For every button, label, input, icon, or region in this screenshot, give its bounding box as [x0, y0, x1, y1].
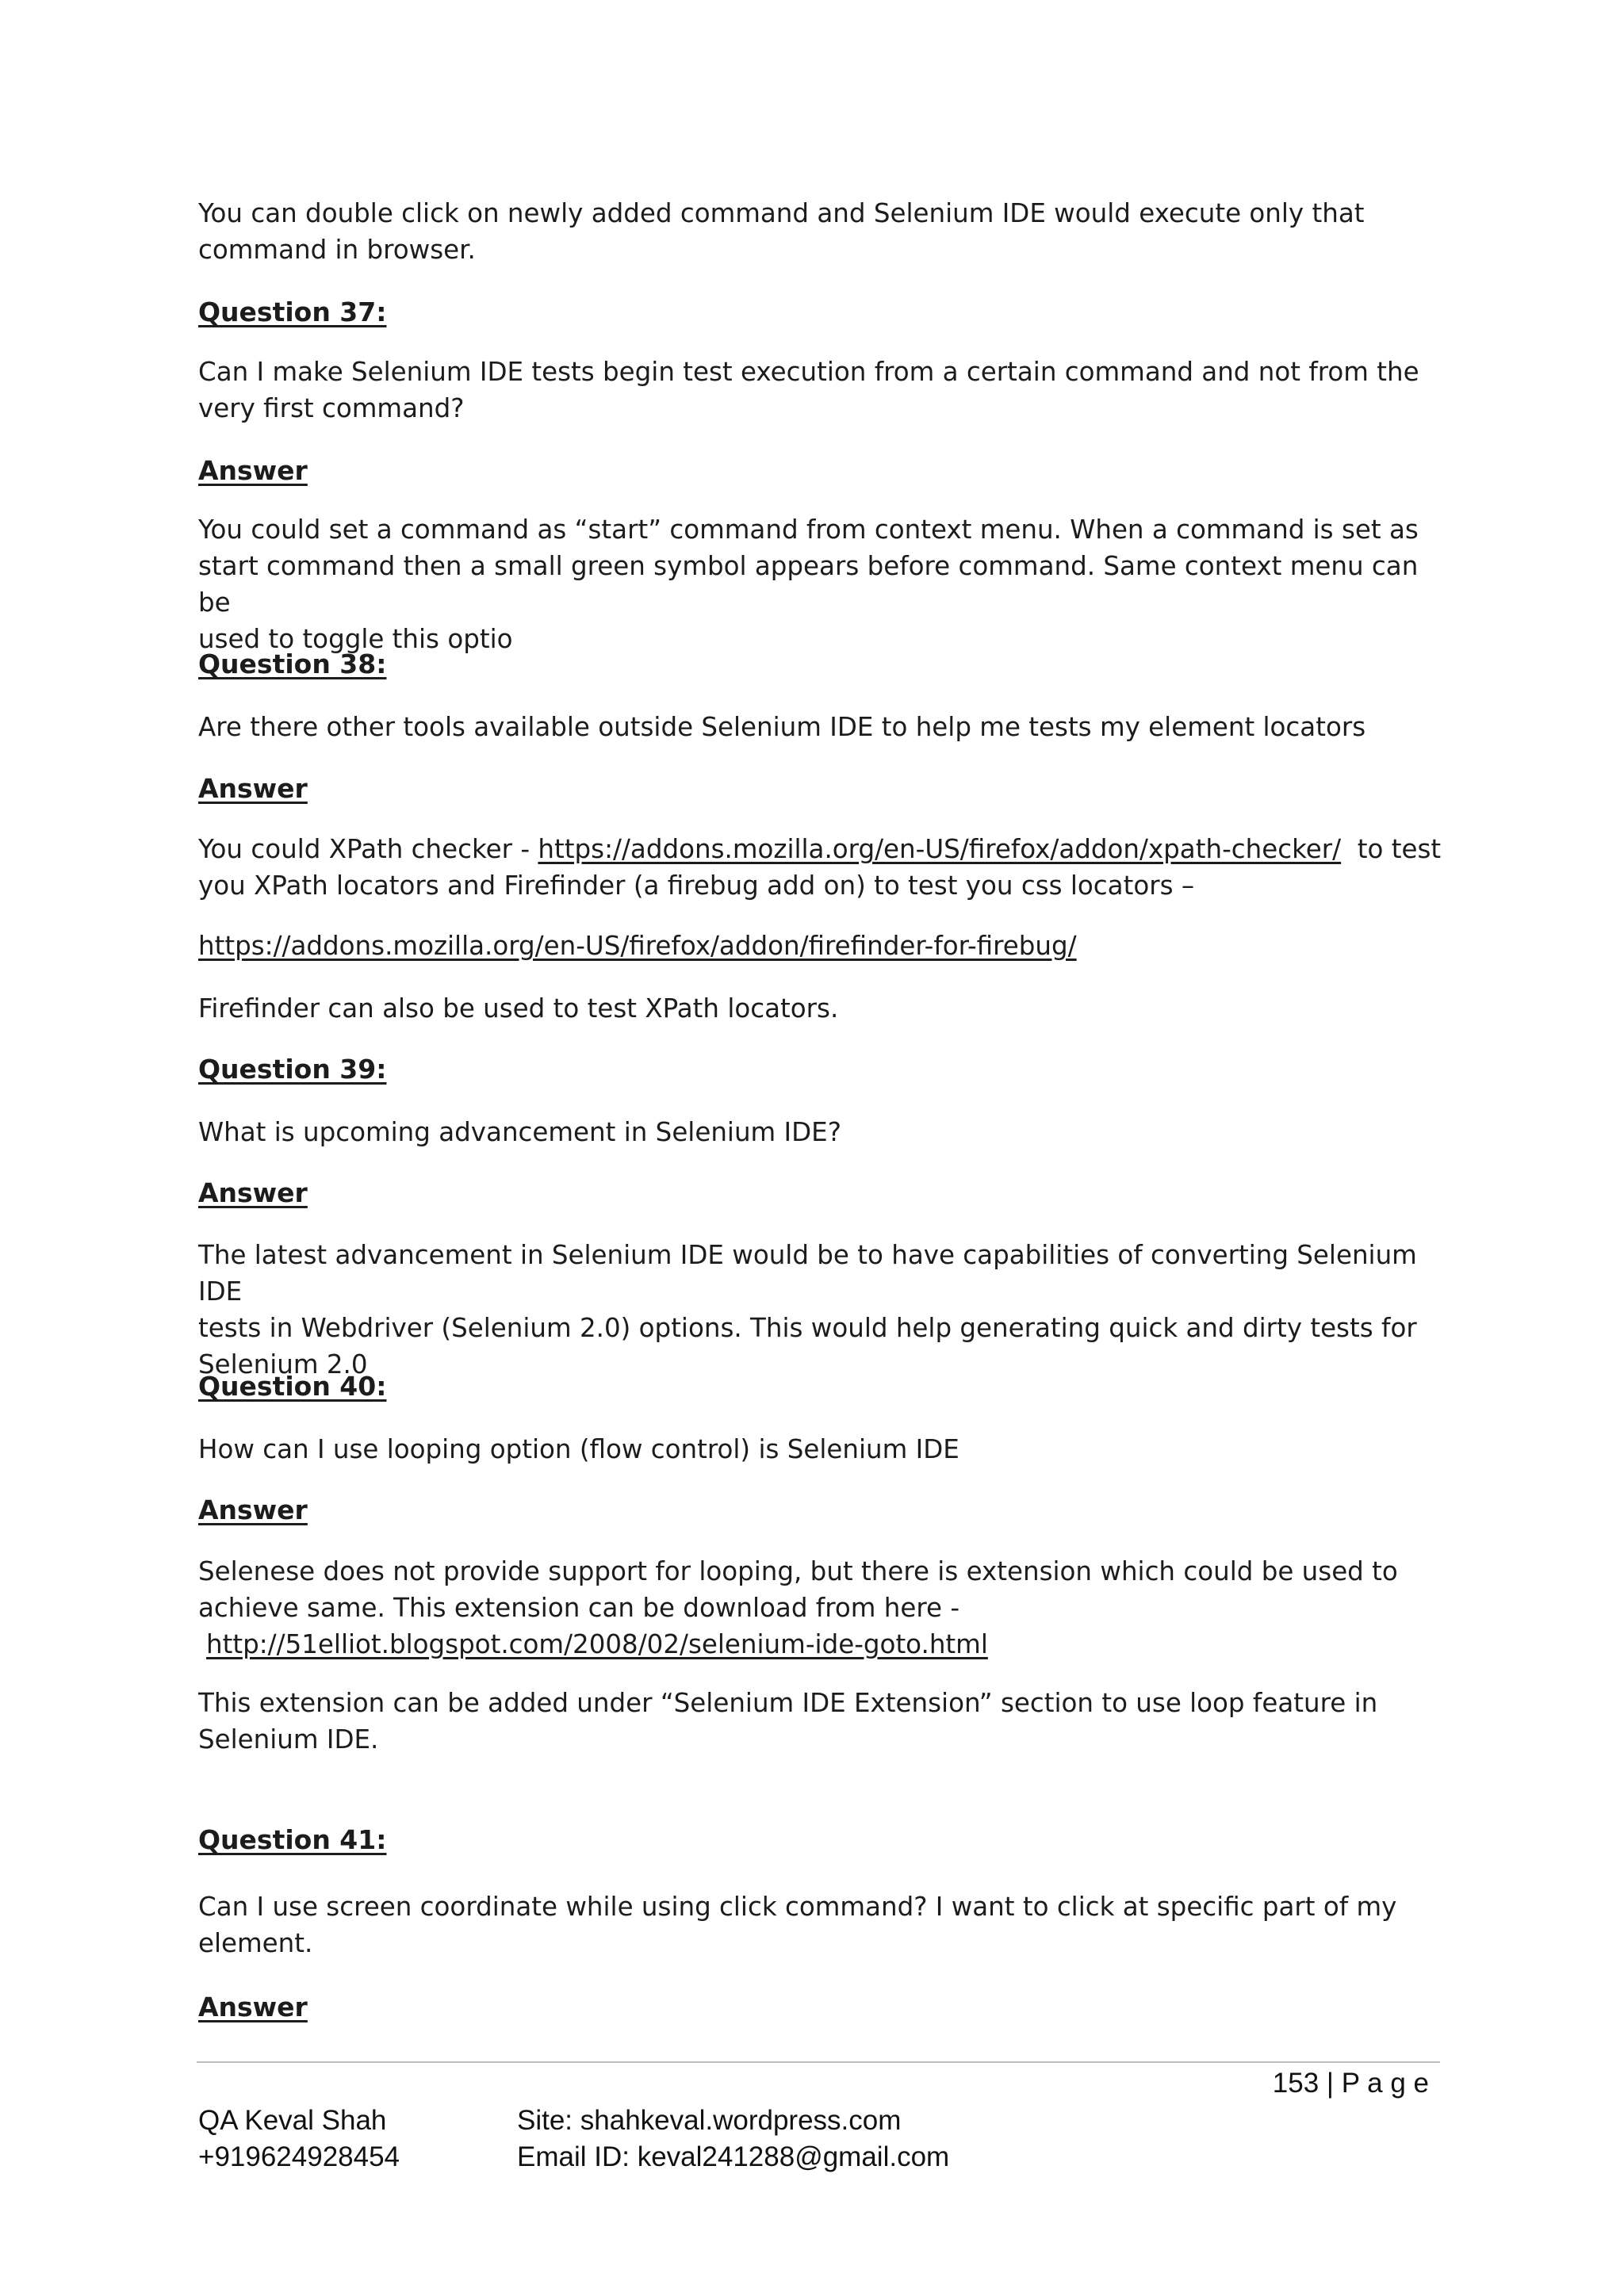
- selenium-ide-goto-link[interactable]: http://51elliot.blogspot.com/2008/02/selenium-ide-goto.html: [206, 1629, 988, 1659]
- xpath-checker-link[interactable]: https://addons.mozilla.org/en-US/firefox/addon/xpath-checker/: [538, 834, 1342, 864]
- question-40-answer-line-3: This extension can be added under “Selenium IDE Extension” section to use loop feature in: [198, 1688, 1378, 1718]
- question-41-text: [198, 1888, 1451, 1961]
- question-40-answer-line-2: achieve same. This extension can be download from here -: [198, 1593, 960, 1623]
- question-41-answer-heading: Answer: [198, 1992, 308, 2022]
- footer-author: QA Keval Shah: [198, 2105, 387, 2136]
- question-41-heading: Question 41:: [198, 1824, 387, 1855]
- footer-phone: +919624928454: [198, 2141, 400, 2172]
- question-40-answer-heading: Answer: [198, 1494, 308, 1525]
- question-37-answer-line-2: start command then a small green symbol appears before command. Same context menu can be: [198, 551, 1419, 618]
- question-37-answer: [198, 511, 1451, 657]
- question-39-answer-heading: Answer: [198, 1177, 308, 1208]
- question-37-answer-line-3: used to toggle this optio: [198, 624, 513, 654]
- question-40-answer-extra: [198, 1685, 1451, 1758]
- question-38-answer-heading: Answer: [198, 773, 308, 804]
- question-38-answer-line-2: you XPath locators and Firefinder (a firebug add on) to test you css locators –: [198, 871, 1195, 901]
- question-39-answer-line-3: Selenium 2.0: [198, 1349, 368, 1380]
- question-38-line-1: Are there other tools available outside Selenium IDE to help me tests my element locators: [198, 712, 1366, 742]
- question-38-answer-extra: [198, 990, 1451, 1027]
- page-number: 153 | P a g e: [1272, 2068, 1429, 2099]
- footer-site: Site: shahkeval.wordpress.com: [517, 2105, 902, 2136]
- question-41-line-1: Can I use screen coordinate while using click command? I want to click at specific part of my: [198, 1892, 1397, 1922]
- question-38-answer-line-3: Firefinder can also be used to test XPath locators.: [198, 993, 839, 1024]
- question-39-answer-line-2: tests in Webdriver (Selenium 2.0) options. This would help generating quick and dirty tests for: [198, 1313, 1417, 1343]
- question-40-answer-line-1: Selenese does not provide support for looping, but there is extension which could be used to: [198, 1556, 1398, 1586]
- question-37-answer-heading: Answer: [198, 455, 308, 486]
- question-40-text: [198, 1431, 1451, 1468]
- firefinder-link[interactable]: https://addons.mozilla.org/en-US/firefox/addon/firefinder-for-firebug/: [198, 931, 1077, 961]
- question-37-line-1: Can I make Selenium IDE tests begin test execution from a certain command and not from the: [198, 357, 1419, 387]
- question-40-line-1: How can I use looping option (flow control) is Selenium IDE: [198, 1434, 959, 1464]
- question-40-answer: [198, 1553, 1451, 1663]
- question-38-text: [198, 709, 1451, 745]
- footer-divider: [197, 2061, 1440, 2063]
- firefinder-link-line: [198, 928, 1077, 964]
- question-38-answer: [198, 831, 1451, 904]
- question-39-text: [198, 1114, 1451, 1150]
- question-39-line-1: What is upcoming advancement in Selenium IDE?: [198, 1117, 841, 1147]
- footer-email: Email ID: keval241288@gmail.com: [517, 2141, 950, 2172]
- question-37-text: [198, 354, 1451, 427]
- question-38-answer-suffix: to test: [1341, 834, 1442, 864]
- question-39-heading: Question 39:: [198, 1054, 387, 1085]
- question-39-answer: [198, 1237, 1451, 1383]
- question-40-answer-line-4: Selenium IDE.: [198, 1724, 379, 1755]
- question-37-heading: Question 37:: [198, 297, 387, 327]
- question-40-heading: Question 40:: [198, 1371, 387, 1402]
- question-38-answer-prefix: You could XPath checker -: [198, 834, 538, 864]
- question-38-heading: Question 38:: [198, 649, 387, 679]
- question-37-answer-line-1: You could set a command as “start” command from context menu. When a command is set as: [198, 515, 1419, 545]
- question-38-answer-line-1: [198, 831, 1451, 867]
- intro-line-2: command in browser.: [198, 235, 476, 265]
- question-40-answer-link-line: [198, 1626, 1451, 1663]
- intro-paragraph: [198, 195, 1451, 268]
- intro-line-1: You can double click on newly added command and Selenium IDE would execute only that: [198, 198, 1365, 228]
- question-37-line-2: very first command?: [198, 393, 465, 423]
- question-41-line-2: element.: [198, 1928, 313, 1958]
- question-39-answer-line-1: The latest advancement in Selenium IDE would be to have capabilities of converting Selenium IDE: [198, 1240, 1417, 1307]
